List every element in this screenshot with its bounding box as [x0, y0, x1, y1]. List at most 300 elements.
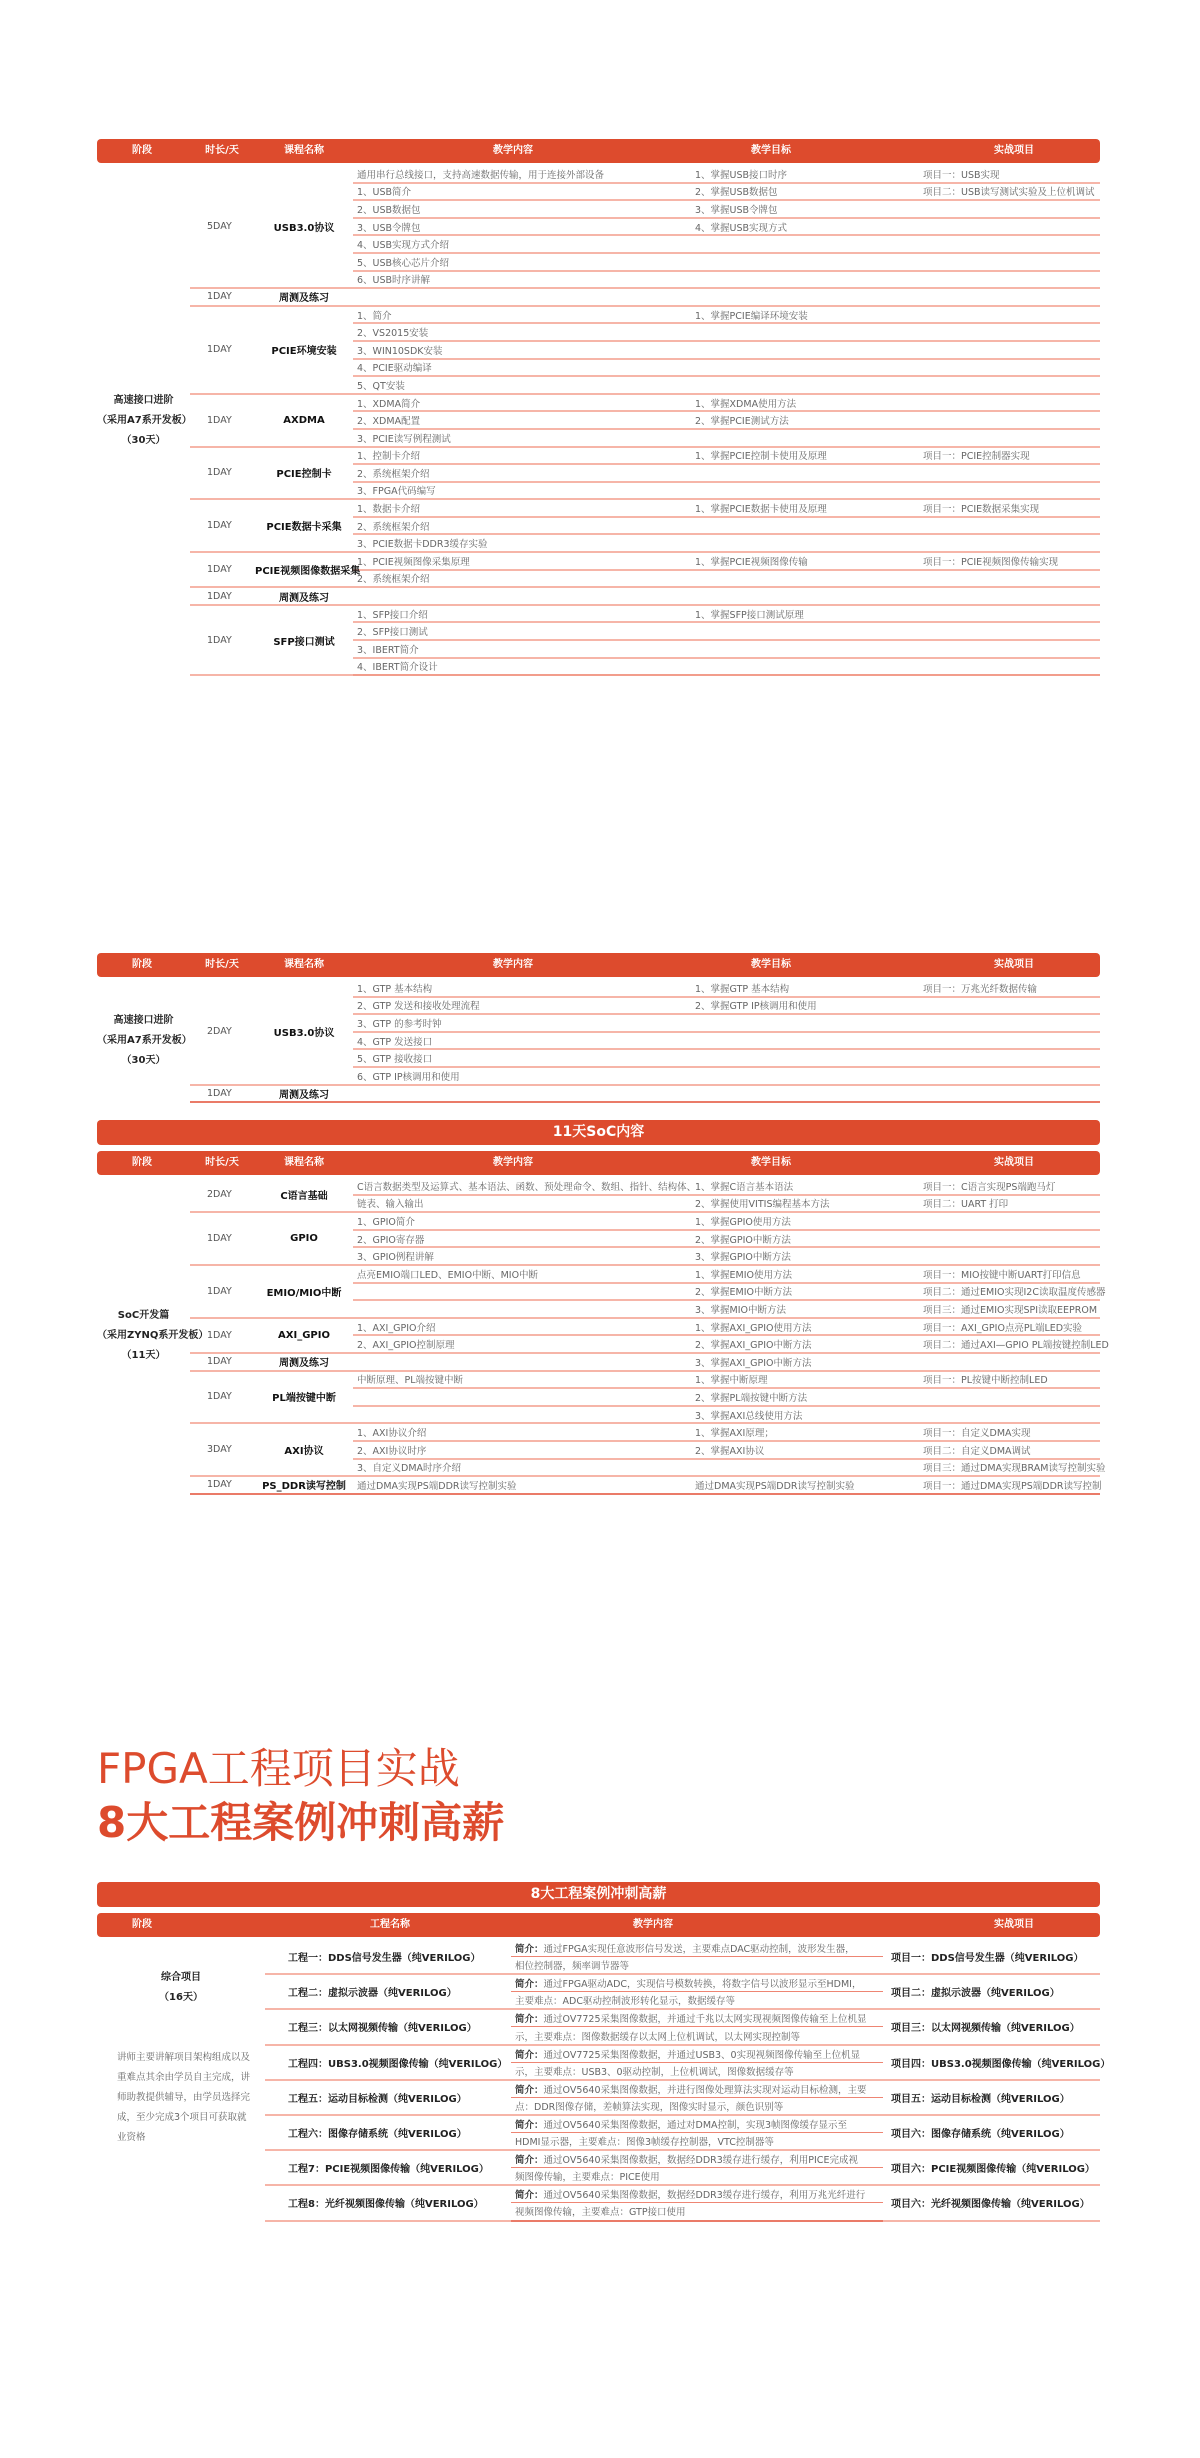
table-row	[97, 1085, 1100, 1103]
project-name-cell: 工程7：PCIE视频图像传输（纯VERILOG）	[265, 2150, 511, 2185]
practice-project-cell	[919, 429, 1100, 447]
curriculum-table-high-speed-2	[97, 953, 1100, 1103]
header-cell: 教学目标	[751, 1157, 791, 1168]
header-cell: 课程名称	[284, 1157, 324, 1168]
header-cell: 时长/天	[205, 1157, 239, 1168]
practice-project-cell	[919, 200, 1100, 218]
teaching-goal-cell	[691, 1067, 919, 1085]
project-intro-line	[511, 2150, 883, 2168]
table-row	[97, 1940, 1100, 1957]
teaching-goal-cell	[691, 253, 919, 271]
teaching-content-cell: 1、USB简介	[353, 183, 691, 201]
intro-label: 简介：	[515, 2014, 544, 2026]
duration-cell: 1DAY	[190, 447, 255, 500]
practice-project-cell: 项目二：UART 打印	[919, 1195, 1100, 1213]
course-name-cell: AXI_GPIO	[255, 1318, 353, 1353]
teaching-goal-cell: 4、掌握USB实现方式	[691, 218, 919, 236]
intro-text: 通过FPGA驱动ADC，实现信号模数转换，将数字信号以波形显示至HDMI，	[543, 1979, 862, 1991]
teaching-goal-cell: 2、掌握使用VITIS编程基本方法	[691, 1195, 919, 1213]
teaching-content-cell: 5、USB核心芯片介绍	[353, 253, 691, 271]
project-intro-line	[511, 2203, 883, 2221]
table-row	[97, 605, 1100, 623]
project-intro-line	[511, 2097, 883, 2115]
teaching-goal-cell: 1、掌握GPIO使用方法	[691, 1212, 919, 1230]
intro-text: 通过FPGA实现任意波形信号发送，主要难点DAC驱动控制，波形发生器，	[543, 1944, 855, 1956]
teaching-content-cell: 2、VS2015安装	[353, 323, 691, 341]
practice-project-cell	[919, 1247, 1100, 1265]
duration-cell: 1DAY	[190, 1476, 255, 1494]
teaching-content-cell: 2、AXI协议时序	[353, 1441, 691, 1459]
table-row	[97, 288, 1100, 306]
teaching-goal-cell	[691, 587, 919, 605]
practice-project-cell	[919, 1049, 1100, 1067]
teaching-content-cell: 2、GTP 发送和接收处理流程	[353, 997, 691, 1015]
teaching-goal-cell	[691, 235, 919, 253]
table-row	[97, 306, 1100, 324]
project-name-cell: 工程四：UBS3.0视频图像传输（纯VERILOG）	[265, 2045, 511, 2080]
practice-project-cell: 项目六：光纤视频图像传输（纯VERILOG）	[883, 2185, 1100, 2220]
intro-text: 相位控制器，频率调节器等	[515, 1961, 630, 1973]
stage-label: （30天）	[121, 434, 166, 446]
table-body	[97, 980, 1100, 1103]
course-name-cell: AXI协议	[255, 1423, 353, 1476]
practice-project-cell: 项目一：MIO按键中断UART打印信息	[919, 1265, 1100, 1283]
duration-cell: 1DAY	[190, 1318, 255, 1353]
intro-text: 通过OV5640采集图像数据，数据经DDR3缓存进行缓存，利用PICE完成视	[543, 2155, 858, 2167]
teaching-content-cell	[353, 587, 691, 605]
header-cell: 阶段	[132, 145, 152, 156]
table-row	[97, 394, 1100, 412]
intro-text: 通过OV7725采集图像数据，并通过USB3、0实现视频图像传输至上位机显	[543, 2049, 861, 2061]
practice-project-cell	[919, 1032, 1100, 1050]
intro-text: 通过OV7725采集图像数据，并通过千兆以太网实现视频图像传输至上位机显	[543, 2014, 867, 2026]
header-cell: 实战项目	[994, 1919, 1034, 1930]
intro-text: 通过OV5640采集图像数据，通过对DMA控制，实现3帧图像缓存显示至	[543, 2119, 848, 2131]
project-intro-line	[511, 2045, 883, 2063]
project-intro-line	[511, 2027, 883, 2045]
practice-project-cell: 项目三：通过DMA实现BRAM读写控制实验	[919, 1459, 1100, 1477]
section-title-bar: 11天SoC内容	[97, 1120, 1100, 1145]
practice-project-cell	[919, 359, 1100, 377]
duration-cell: 1DAY	[190, 1212, 255, 1265]
project-intro-line	[511, 1992, 883, 2010]
stage-label: （采用ZYNQ系开发板）	[97, 1329, 209, 1341]
practice-project-cell: 项目五：运动目标检测（纯VERILOG）	[883, 2080, 1100, 2115]
project-intro-line	[511, 2133, 883, 2151]
practice-project-cell: 项目三：以太网视频传输（纯VERILOG）	[883, 2009, 1100, 2044]
header-cell: 实战项目	[994, 1157, 1034, 1168]
stage-cell	[97, 980, 190, 1102]
table-row	[97, 552, 1100, 570]
teaching-content-cell: 1、GTP 基本结构	[353, 980, 691, 997]
stage-label-line: 综合项目	[161, 1972, 201, 1983]
teaching-content-cell	[353, 1300, 691, 1318]
duration-cell: 1DAY	[190, 1353, 255, 1371]
course-name-cell: EMIO/MIO中断	[255, 1265, 353, 1318]
teaching-content-cell: 3、GPIO例程讲解	[353, 1247, 691, 1265]
practice-project-cell: 项目一：AXI_GPIO点亮PL端LED实验	[919, 1318, 1100, 1336]
project-intro-line	[511, 2185, 883, 2203]
header-cell: 课程名称	[284, 959, 324, 970]
header-cell: 教学内容	[493, 1157, 533, 1168]
intro-label: 简介：	[515, 1944, 544, 1956]
duration-cell: 1DAY	[190, 552, 255, 587]
project-intro-line	[511, 1940, 883, 1957]
practice-project-cell	[919, 534, 1100, 552]
teaching-content-cell	[353, 1353, 691, 1371]
table-row	[97, 980, 1100, 997]
teaching-goal-cell: 2、掌握AXI_GPIO中断方法	[691, 1335, 919, 1353]
project-intro-line	[511, 2080, 883, 2098]
practice-project-cell: 项目二：虚拟示波器（纯VERILOG）	[883, 1974, 1100, 2009]
practice-project-cell	[919, 235, 1100, 253]
teaching-content-cell: 3、GTP 的参考时钟	[353, 1014, 691, 1032]
practice-project-cell	[919, 482, 1100, 500]
practice-project-cell	[919, 622, 1100, 640]
fpga-section-heading	[97, 1742, 504, 1850]
teaching-content-cell: 1、AXI_GPIO介绍	[353, 1318, 691, 1336]
practice-project-cell	[919, 640, 1100, 658]
intro-text: 通过OV5640采集图像数据，数据经DDR3缓存进行缓存，利用万兆光纤进行	[543, 2190, 866, 2202]
table-header	[97, 1151, 1100, 1175]
teaching-content-cell: 1、AXI协议介绍	[353, 1423, 691, 1441]
table-body	[97, 1940, 1111, 2222]
teaching-goal-cell: 1、掌握PCIE视频图像传输	[691, 552, 919, 570]
teaching-goal-cell: 3、掌握AXI总线使用方法	[691, 1406, 919, 1424]
course-name-cell: PL端按键中断	[255, 1371, 353, 1424]
teaching-goal-cell: 3、掌握GPIO中断方法	[691, 1247, 919, 1265]
practice-project-cell	[919, 411, 1100, 429]
teaching-goal-cell	[691, 640, 919, 658]
practice-project-cell: 项目二：通过EMIO实现I2C读取温度传感器	[919, 1283, 1100, 1301]
section-title-bar: 8大工程案例冲刺高薪	[97, 1882, 1100, 1907]
project-name-cell: 工程五：运动目标检测（纯VERILOG）	[265, 2080, 511, 2115]
intro-label: 简介：	[515, 2119, 544, 2131]
stage-label: 高速接口进阶	[113, 1015, 174, 1027]
practice-project-cell: 项目四：UBS3.0视频图像传输（纯VERILOG）	[883, 2045, 1100, 2080]
project-intro-line	[511, 1957, 883, 1975]
header-cell: 教学内容	[633, 1919, 673, 1930]
duration-cell: 1DAY	[190, 587, 255, 605]
teaching-goal-cell	[691, 1032, 919, 1050]
teaching-content-cell: 2、AXI_GPIO控制原理	[353, 1335, 691, 1353]
teaching-goal-cell: 1、掌握PCIE控制卡使用及原理	[691, 447, 919, 465]
header-cell: 实战项目	[994, 145, 1034, 156]
table-row	[97, 1371, 1100, 1389]
header-cell: 教学内容	[493, 959, 533, 970]
teaching-goal-cell	[691, 517, 919, 535]
teaching-content-cell: 3、PCIE数据卡DDR3缓存实验	[353, 534, 691, 552]
project-name-cell: 工程一：DDS信号发生器（纯VERILOG）	[265, 1940, 511, 1974]
intro-label: 简介：	[515, 2049, 544, 2061]
table-header	[97, 1913, 1100, 1937]
teaching-goal-cell: 1、掌握XDMA使用方法	[691, 394, 919, 412]
teaching-goal-cell: 通过DMA实现PS端DDR读写控制实验	[691, 1476, 919, 1494]
intro-text: 示，主要难点：图像数据缓存以太网上位机调试，以太网实现控制等	[515, 2031, 801, 2043]
course-name-cell: PCIE环境安装	[255, 306, 353, 394]
teaching-content-cell: 5、QT安装	[353, 376, 691, 394]
course-name-cell: USB3.0协议	[255, 166, 353, 288]
teaching-content-cell: 3、PCIE读写例程测试	[353, 429, 691, 447]
table-row	[97, 1318, 1100, 1336]
teaching-goal-cell: 3、掌握AXI_GPIO中断方法	[691, 1353, 919, 1371]
practice-project-cell	[919, 218, 1100, 236]
table-row	[97, 1265, 1100, 1283]
practice-project-cell: 项目二：自定义DMA调试	[919, 1441, 1100, 1459]
duration-cell: 2DAY	[190, 980, 255, 1085]
practice-project-cell	[919, 1230, 1100, 1248]
header-cell: 时长/天	[205, 145, 239, 156]
teaching-content-cell: 2、XDMA配置	[353, 411, 691, 429]
teaching-goal-cell	[691, 288, 919, 306]
header-cell: 阶段	[132, 1157, 152, 1168]
practice-project-cell	[919, 1212, 1100, 1230]
practice-project-cell: 项目六：PCIE视频图像传输（纯VERILOG）	[883, 2150, 1100, 2185]
intro-text: HDMI显示器，主要难点：图像3帧缓存控制器，VTC控制器等	[515, 2137, 774, 2149]
curriculum-table-high-speed-1	[97, 139, 1100, 676]
course-name-cell: 周测及练习	[255, 1085, 353, 1103]
table-body	[97, 1178, 1109, 1495]
practice-project-cell	[919, 253, 1100, 271]
heading-line-1: FPGA工程项目实战	[97, 1744, 460, 1793]
teaching-content-cell: 1、PCIE视频图像采集原理	[353, 552, 691, 570]
practice-project-cell	[919, 1406, 1100, 1424]
project-intro-line	[511, 2168, 883, 2186]
project-name-cell: 工程六：图像存储系统（纯VERILOG）	[265, 2115, 511, 2150]
curriculum-table-soc	[97, 1120, 1109, 1495]
teaching-goal-cell: 3、掌握MIO中断方法	[691, 1300, 919, 1318]
practice-project-cell: 项目一：万兆光纤数据传输	[919, 980, 1100, 997]
teaching-goal-cell: 1、掌握PCIE数据卡使用及原理	[691, 499, 919, 517]
project-table	[97, 1882, 1111, 2222]
stage-label-line: （16天）	[159, 1992, 203, 2003]
teaching-content-cell: 2、USB数据包	[353, 200, 691, 218]
course-name-cell: C语言基础	[255, 1178, 353, 1212]
teaching-content-cell: C语言数据类型及运算式、基本语法、函数、预处理命令、数组、指针、结构体、	[353, 1178, 691, 1195]
teaching-content-cell: 5、GTP 接收接口	[353, 1049, 691, 1067]
teaching-goal-cell: 2、掌握USB数据包	[691, 183, 919, 201]
practice-project-cell: 项目一：DDS信号发生器（纯VERILOG）	[883, 1940, 1100, 1974]
practice-project-cell	[919, 605, 1100, 623]
intro-text: 通过OV5640采集图像数据，并进行图像处理算法实现对运动目标检测，主要	[543, 2084, 867, 2096]
teaching-goal-cell: 1、掌握USB接口时序	[691, 166, 919, 183]
practice-project-cell	[919, 288, 1100, 306]
header-cell: 阶段	[132, 1919, 152, 1930]
teaching-goal-cell: 1、掌握EMIO使用方法	[691, 1265, 919, 1283]
teaching-goal-cell: 2、掌握GPIO中断方法	[691, 1230, 919, 1248]
teaching-goal-cell	[691, 1085, 919, 1103]
teaching-content-cell: 通用串行总线接口，支持高速数据传输，用于连接外部设备	[353, 166, 691, 183]
teaching-content-cell: 1、XDMA简介	[353, 394, 691, 412]
course-name-cell: 周测及练习	[255, 587, 353, 605]
teaching-content-cell: 2、系统框架介绍	[353, 464, 691, 482]
stage-cell	[97, 1940, 265, 2221]
teaching-content-cell	[353, 1406, 691, 1424]
teaching-content-cell: 点亮EMIO端口LED、EMIO中断、MIO中断	[353, 1265, 691, 1283]
intro-text: 示，主要难点：USB3、0驱动控制，上位机调试，图像数据缓存等	[515, 2066, 794, 2078]
duration-cell: 1DAY	[190, 288, 255, 306]
table-row	[97, 499, 1100, 517]
practice-project-cell	[919, 587, 1100, 605]
practice-project-cell	[919, 517, 1100, 535]
course-name-cell: PCIE控制卡	[255, 447, 353, 500]
duration-cell: 1DAY	[190, 306, 255, 394]
intro-text: 视频图像传输，主要难点：GTP接口使用	[515, 2207, 686, 2219]
duration-cell: 1DAY	[190, 1085, 255, 1103]
header-cell: 时长/天	[205, 959, 239, 970]
duration-cell: 1DAY	[190, 1371, 255, 1424]
course-name-cell: GPIO	[255, 1212, 353, 1265]
intro-label: 简介：	[515, 2155, 544, 2167]
teaching-goal-cell	[691, 323, 919, 341]
course-name-cell: PCIE数据卡采集	[255, 499, 353, 552]
teaching-content-cell: 4、USB实现方式介绍	[353, 235, 691, 253]
teaching-content-cell	[353, 288, 691, 306]
project-name-cell: 工程二：虚拟示波器（纯VERILOG）	[265, 1974, 511, 2009]
teaching-content-cell: 3、自定义DMA时序介绍	[353, 1459, 691, 1477]
header-cell: 教学目标	[751, 959, 791, 970]
teaching-content-cell: 3、IBERT简介	[353, 640, 691, 658]
practice-project-cell: 项目一：通过DMA实现PS端DDR读写控制	[919, 1476, 1100, 1494]
teaching-goal-cell: 1、掌握PCIE编译环境安装	[691, 306, 919, 324]
header-cell: 课程名称	[284, 145, 324, 156]
teaching-content-cell: 链表、输入输出	[353, 1195, 691, 1213]
table-row	[97, 587, 1100, 605]
table-row	[97, 1178, 1100, 1195]
project-name-cell: 工程三：以太网视频传输（纯VERILOG）	[265, 2009, 511, 2044]
teaching-goal-cell: 1、掌握C语言基本语法	[691, 1178, 919, 1195]
teaching-goal-cell	[691, 429, 919, 447]
stage-label	[97, 1968, 265, 2008]
duration-cell: 5DAY	[190, 166, 255, 288]
header-cell: 教学内容	[493, 145, 533, 156]
practice-project-cell: 项目一：USB实现	[919, 166, 1100, 183]
teaching-content-cell: 2、GPIO寄存器	[353, 1230, 691, 1248]
practice-project-cell	[919, 658, 1100, 676]
practice-project-cell	[919, 1014, 1100, 1032]
practice-project-cell	[919, 376, 1100, 394]
heading-line-2: 8大工程案例冲刺高薪	[97, 1798, 505, 1847]
teaching-content-cell: 6、GTP IP核调用和使用	[353, 1067, 691, 1085]
teaching-goal-cell	[691, 1459, 919, 1477]
practice-project-cell	[919, 1067, 1100, 1085]
practice-project-cell: 项目一：PCIE控制器实现	[919, 447, 1100, 465]
table-row	[97, 1476, 1100, 1494]
teaching-goal-cell	[691, 341, 919, 359]
project-name-cell: 工程8：光纤视频图像传输（纯VERILOG）	[265, 2185, 511, 2220]
course-name-cell: PCIE视频图像数据采集	[255, 552, 353, 587]
intro-label: 简介：	[515, 1979, 544, 1991]
header-cell: 工程名称	[370, 1919, 410, 1930]
stage-label: （采用A7系开发板）	[97, 414, 192, 426]
stage-cell	[97, 1178, 209, 1494]
project-intro-line	[511, 2115, 883, 2133]
practice-project-cell	[919, 1353, 1100, 1371]
teaching-goal-cell: 1、掌握AXI原理；	[691, 1423, 919, 1441]
teaching-content-cell: 中断原理、PL端按键中断	[353, 1371, 691, 1389]
teaching-content-cell: 2、系统框架介绍	[353, 517, 691, 535]
practice-project-cell	[919, 1085, 1100, 1103]
project-intro-line	[511, 2009, 883, 2027]
teaching-goal-cell	[691, 359, 919, 377]
teaching-goal-cell: 2、掌握AXI协议	[691, 1441, 919, 1459]
teaching-content-cell: 1、简介	[353, 306, 691, 324]
teaching-goal-cell	[691, 570, 919, 588]
table-row	[97, 166, 1100, 183]
teaching-content-cell: 3、USB令牌包	[353, 218, 691, 236]
teaching-goal-cell: 1、掌握SFP接口测试原理	[691, 605, 919, 623]
teaching-goal-cell	[691, 464, 919, 482]
practice-project-cell	[919, 570, 1100, 588]
stage-cell	[97, 166, 190, 675]
teaching-content-cell: 4、IBERT简介设计	[353, 658, 691, 676]
teaching-content-cell: 2、SFP接口测试	[353, 622, 691, 640]
teaching-content-cell: 6、USB时序讲解	[353, 271, 691, 289]
teaching-content-cell	[353, 1283, 691, 1301]
teaching-goal-cell	[691, 376, 919, 394]
header-cell: 教学目标	[751, 145, 791, 156]
practice-project-cell	[919, 997, 1100, 1015]
practice-project-cell	[919, 306, 1100, 324]
teaching-goal-cell	[691, 1014, 919, 1032]
practice-project-cell	[919, 1388, 1100, 1406]
teaching-content-cell: 1、GPIO简介	[353, 1212, 691, 1230]
table-row	[97, 447, 1100, 465]
practice-project-cell: 项目二：通过AXI—GPIO PL端按键控制LED	[919, 1335, 1100, 1353]
stage-label: （11天）	[121, 1349, 166, 1361]
table-header	[97, 953, 1100, 977]
intro-text: 点：DDR图像存储，差帧算法实现，图像实时显示，颜色识别等	[515, 2101, 784, 2113]
course-name-cell: USB3.0协议	[255, 980, 353, 1085]
teaching-goal-cell: 3、掌握USB令牌包	[691, 200, 919, 218]
header-cell: 阶段	[132, 959, 152, 970]
teaching-goal-cell	[691, 482, 919, 500]
intro-label: 简介：	[515, 2084, 544, 2096]
stage-label: （采用A7系开发板）	[97, 1035, 192, 1047]
teaching-goal-cell: 1、掌握AXI_GPIO使用方法	[691, 1318, 919, 1336]
practice-project-cell	[919, 394, 1100, 412]
practice-project-cell: 项目一：PCIE视频图像传输实现	[919, 552, 1100, 570]
teaching-content-cell: 1、控制卡介绍	[353, 447, 691, 465]
duration-cell: 1DAY	[190, 1265, 255, 1318]
practice-project-cell	[919, 271, 1100, 289]
teaching-content-cell: 4、PCIE驱动编译	[353, 359, 691, 377]
teaching-goal-cell	[691, 534, 919, 552]
teaching-content-cell: 通过DMA实现PS端DDR读写控制实验	[353, 1476, 691, 1494]
teaching-goal-cell	[691, 658, 919, 676]
intro-label: 简介：	[515, 2190, 544, 2202]
intro-text: 频图像传输，主要难点：PICE使用	[515, 2172, 660, 2184]
teaching-goal-cell: 2、掌握PCIE测试方法	[691, 411, 919, 429]
practice-project-cell: 项目三：通过EMIO实现SPI读取EEPROM	[919, 1300, 1100, 1318]
teaching-goal-cell: 1、掌握GTP 基本结构	[691, 980, 919, 997]
duration-cell: 2DAY	[190, 1178, 255, 1212]
teaching-content-cell: 2、系统框架介绍	[353, 570, 691, 588]
table-body	[97, 166, 1100, 676]
table-header	[97, 139, 1100, 163]
stage-note: 讲师主要讲解项目架构组成以及重难点其余由学员自主完成，讲师助教提供辅导，由学员选择完成，至少完成3个项目可获取就业资格	[117, 2052, 251, 2143]
practice-project-cell	[919, 323, 1100, 341]
teaching-goal-cell	[691, 622, 919, 640]
intro-text: 主要难点：ADC驱动控制波形转化显示，数据缓存等	[515, 1996, 735, 2008]
table-row	[97, 1212, 1100, 1230]
teaching-goal-cell: 1、掌握中断原理	[691, 1371, 919, 1389]
project-intro-line	[511, 1974, 883, 1992]
table-row	[97, 1353, 1100, 1371]
teaching-goal-cell	[691, 1049, 919, 1067]
course-name-cell: 周测及练习	[255, 1353, 353, 1371]
practice-project-cell	[919, 341, 1100, 359]
